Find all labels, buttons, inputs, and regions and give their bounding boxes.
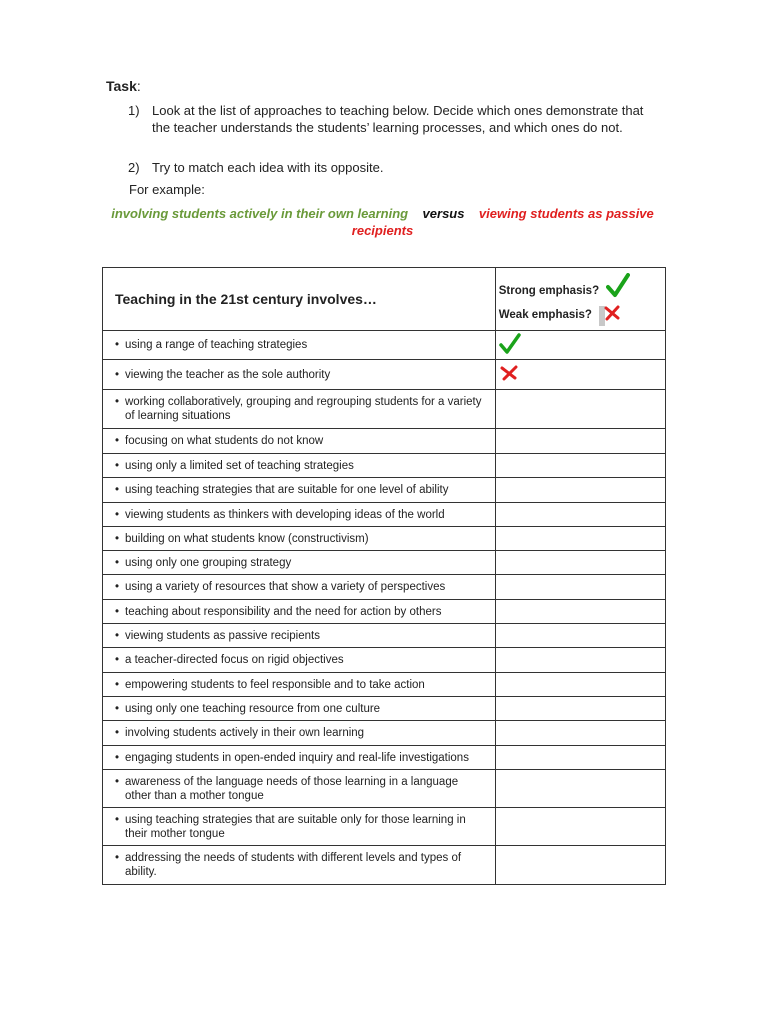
table-row — [103, 746, 666, 770]
bullet-icon: • — [115, 484, 120, 496]
emphasis-cell[interactable] — [495, 503, 665, 527]
emphasis-cell[interactable] — [495, 429, 665, 454]
bullet-icon: • — [115, 775, 120, 788]
task-heading-label: Task — [106, 78, 137, 94]
check-icon — [606, 273, 630, 299]
approach-text: addressing the needs of students with different levels and types of ability. — [125, 852, 462, 878]
bullet-icon: • — [115, 813, 120, 826]
bullet-icon: • — [115, 727, 120, 739]
table-row — [103, 360, 666, 390]
approach-text: focusing on what students do not know — [125, 435, 324, 447]
emphasis-cell[interactable] — [495, 551, 665, 575]
bullet-icon: • — [115, 678, 120, 691]
approach-cell — [103, 721, 496, 746]
approach-text: using only a limited set of teaching strategies — [125, 459, 354, 472]
approach-text: teaching about responsibility and the need for action by others — [125, 605, 442, 618]
approach-cell — [103, 551, 496, 575]
emphasis-cell[interactable] — [495, 600, 665, 624]
approach-cell — [103, 527, 496, 551]
example-pair — [110, 205, 655, 239]
approach-text: using a variety of resources that show a variety of perspectives — [125, 581, 446, 593]
table-row — [103, 331, 666, 360]
approach-cell — [103, 390, 496, 429]
approach-cell — [103, 478, 496, 503]
bullet-icon: • — [115, 605, 120, 618]
approach-text: using only one teaching resource from one culture — [125, 702, 381, 715]
table-row — [103, 575, 666, 600]
emphasis-cell[interactable] — [495, 808, 665, 846]
bullet-icon: • — [115, 852, 120, 864]
emphasis-cell[interactable] — [495, 673, 665, 697]
approaches-table — [102, 267, 666, 885]
approach-text: using teaching strategies that are suitable only for those learning in their mother tongue — [125, 813, 466, 840]
approach-text: working collaboratively, grouping and regrouping students for a variety of learning situations — [125, 396, 482, 422]
table-row — [103, 673, 666, 697]
bullet-icon: • — [115, 508, 120, 521]
emphasis-cell[interactable] — [495, 331, 665, 360]
approach-cell — [103, 503, 496, 527]
approach-text: building on what students know (constructivism) — [125, 532, 369, 545]
example-positive: involving students actively in their own learning — [111, 206, 409, 221]
approach-cell — [103, 808, 496, 846]
bullet-icon: • — [115, 629, 120, 642]
weak-emphasis-label: Weak emphasis? — [498, 309, 592, 321]
approach-text: engaging students in open-ended inquiry and real-life investigations — [125, 751, 469, 764]
table-row — [103, 390, 666, 429]
emphasis-cell[interactable] — [495, 846, 665, 885]
bullet-icon: • — [115, 368, 120, 381]
emphasis-cell[interactable] — [495, 478, 665, 503]
emphasis-cell[interactable] — [495, 390, 665, 429]
step-text: Try to match each idea with its opposite. — [152, 160, 384, 175]
instruction-step-2 — [128, 159, 668, 177]
table-row — [103, 454, 666, 478]
table-row — [103, 600, 666, 624]
cross-icon — [499, 364, 519, 385]
bullet-icon: • — [115, 459, 120, 472]
approach-text: viewing students as passive recipients — [125, 629, 320, 642]
bullet-icon: • — [115, 532, 120, 545]
approach-text: a teacher-directed focus on rigid objectives — [125, 654, 344, 666]
task-heading — [106, 78, 141, 94]
table-row — [103, 808, 666, 846]
bullet-icon: • — [115, 751, 120, 764]
table-header-title: Teaching in the 21st century involves… — [103, 268, 496, 331]
approach-cell — [103, 575, 496, 600]
emphasis-cell[interactable] — [495, 746, 665, 770]
approach-cell — [103, 673, 496, 697]
table-header-emphasis — [495, 268, 665, 331]
cross-icon — [603, 304, 621, 322]
approach-text: empowering students to feel responsible and to take action — [125, 678, 425, 691]
approach-text: using only one grouping strategy — [125, 556, 292, 569]
example-versus: versus — [422, 206, 465, 221]
instruction-step-1 — [128, 102, 668, 152]
emphasis-cell[interactable] — [495, 624, 665, 648]
table-row — [103, 527, 666, 551]
approach-text: viewing the teacher as the sole authority — [125, 368, 331, 381]
step-number: 2) — [128, 160, 140, 175]
approach-cell — [103, 846, 496, 885]
approach-cell — [103, 624, 496, 648]
for-example-label: For example: — [129, 182, 205, 197]
check-icon — [499, 333, 521, 358]
approach-text: involving students actively in their own learning — [125, 727, 365, 739]
approach-cell — [103, 697, 496, 721]
emphasis-cell[interactable] — [495, 770, 665, 808]
emphasis-cell[interactable] — [495, 527, 665, 551]
approach-cell — [103, 331, 496, 360]
step-text: Look at the list of approaches to teaching below. Decide which ones demonstrate that the teacher understands the students’ learning processes, and which ones do not. — [152, 103, 644, 135]
emphasis-cell[interactable] — [495, 648, 665, 673]
bullet-icon: • — [115, 581, 120, 593]
approach-cell — [103, 600, 496, 624]
bullet-icon: • — [115, 435, 120, 447]
table-row — [103, 721, 666, 746]
table-row — [103, 624, 666, 648]
approach-text: using a range of teaching strategies — [125, 339, 308, 351]
emphasis-cell[interactable] — [495, 697, 665, 721]
bullet-icon: • — [115, 339, 120, 351]
approach-text: using teaching strategies that are suitable for one level of ability — [125, 484, 449, 496]
table-row — [103, 503, 666, 527]
bullet-icon: • — [115, 396, 120, 408]
approach-cell — [103, 429, 496, 454]
table-row — [103, 478, 666, 503]
table-header-row — [103, 268, 666, 331]
bullet-icon: • — [115, 556, 120, 569]
approach-cell — [103, 746, 496, 770]
approach-cell — [103, 770, 496, 808]
emphasis-cell[interactable] — [495, 575, 665, 600]
bullet-icon: • — [115, 654, 120, 666]
table-row — [103, 551, 666, 575]
strong-emphasis-label: Strong emphasis? — [498, 285, 600, 297]
table-row — [103, 648, 666, 673]
step-number: 1) — [128, 103, 140, 118]
example-negative: viewing students as passive recipients — [351, 206, 654, 238]
emphasis-cell[interactable] — [495, 360, 665, 390]
table-row — [103, 770, 666, 808]
emphasis-cell[interactable] — [495, 721, 665, 746]
approach-text: viewing students as thinkers with developing ideas of the world — [125, 508, 445, 521]
table-row — [103, 846, 666, 885]
approach-cell — [103, 360, 496, 390]
task-heading-colon: : — [136, 78, 141, 94]
approach-cell — [103, 648, 496, 673]
approach-cell — [103, 454, 496, 478]
table-row — [103, 429, 666, 454]
table-row — [103, 697, 666, 721]
bullet-icon: • — [115, 702, 120, 715]
approach-text: awareness of the language needs of those learning in a language other than a mother tongue — [125, 775, 459, 802]
emphasis-cell[interactable] — [495, 454, 665, 478]
